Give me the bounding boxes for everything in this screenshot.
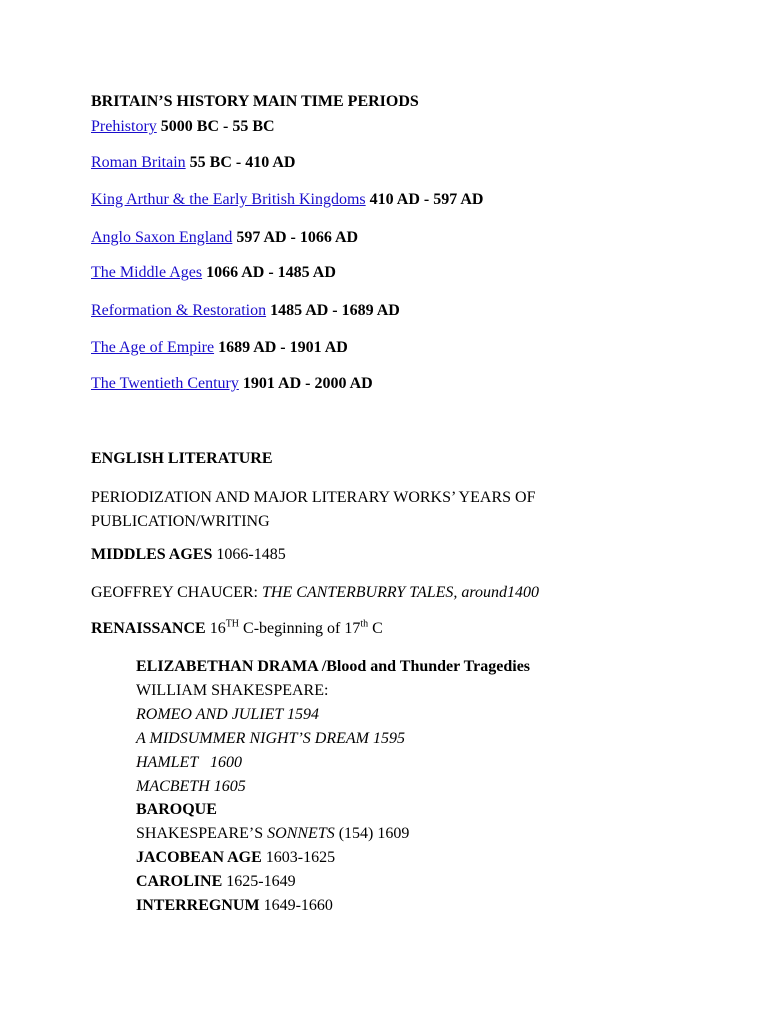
period-range: 410 AD - 597 AD bbox=[369, 191, 484, 208]
middle-ages-line bbox=[91, 546, 286, 564]
work-macbeth: MACBETH 1605 bbox=[136, 778, 246, 795]
middle-ages-label: MIDDLES AGES bbox=[91, 546, 213, 563]
middle-ages-years: 1066-1485 bbox=[216, 546, 286, 563]
period-range: 597 AD - 1066 AD bbox=[236, 229, 359, 246]
jacobean-label: JACOBEAN AGE bbox=[136, 849, 262, 866]
period-link-anglo-saxon[interactable]: Anglo Saxon England bbox=[91, 229, 233, 246]
period-row bbox=[91, 375, 373, 393]
chaucer-line bbox=[91, 584, 539, 602]
renaissance-part3: C bbox=[368, 620, 383, 637]
interregnum-label: INTERREGNUM bbox=[136, 897, 260, 914]
sonnets-suffix: (154) 1609 bbox=[334, 825, 410, 842]
period-link-king-arthur[interactable]: King Arthur & the Early British Kingdoms bbox=[91, 191, 366, 208]
renaissance-label: RENAISSANCE bbox=[91, 620, 206, 637]
period-range: 1066 AD - 1485 AD bbox=[206, 264, 336, 281]
sonnets-prefix: SHAKESPEARE’S bbox=[136, 825, 268, 842]
period-row bbox=[91, 302, 400, 320]
period-link-middle-ages[interactable]: The Middle Ages bbox=[91, 264, 203, 281]
jacobean-years: 1603-1625 bbox=[265, 849, 336, 866]
period-row bbox=[91, 191, 483, 209]
history-title: BRITAIN’S HISTORY MAIN TIME PERIODS bbox=[91, 93, 419, 110]
renaissance-part2: C-beginning of 17 bbox=[239, 620, 361, 637]
period-row bbox=[91, 118, 275, 136]
period-link-reformation[interactable]: Reformation & Restoration bbox=[91, 302, 267, 319]
interregnum-years: 1649-1660 bbox=[263, 897, 333, 914]
renaissance-sup1: TH bbox=[225, 618, 240, 630]
work-romeo-juliet: ROMEO AND JULIET 1594 bbox=[136, 706, 319, 723]
period-range: 1689 AD - 1901 AD bbox=[218, 339, 348, 356]
caroline-label: CAROLINE bbox=[136, 873, 223, 890]
period-link-twentieth-century[interactable]: The Twentieth Century bbox=[91, 375, 239, 392]
jacobean-line bbox=[136, 849, 335, 867]
period-row bbox=[91, 339, 348, 357]
baroque-heading: BAROQUE bbox=[136, 801, 217, 818]
period-range: 1901 AD - 2000 AD bbox=[242, 375, 373, 392]
elizabethan-drama-heading: ELIZABETHAN DRAMA /Blood and Thunder Tragedies bbox=[136, 658, 531, 675]
period-link-age-of-empire[interactable]: The Age of Empire bbox=[91, 339, 215, 356]
work-hamlet: HAMLET 1600 bbox=[136, 754, 242, 771]
period-range: 5000 BC - 55 BC bbox=[160, 118, 275, 135]
renaissance-part1: 16 bbox=[209, 620, 226, 637]
period-range: 1485 AD - 1689 AD bbox=[270, 302, 400, 319]
literature-heading: ENGLISH LITERATURE bbox=[91, 450, 273, 467]
chaucer-work: THE CANTERBURRY TALES, around1400 bbox=[261, 584, 540, 601]
periodization-text: PERIODIZATION AND MAJOR LITERARY WORKS’ YEARS OF PUBLICATION/WRITING bbox=[91, 489, 536, 530]
period-row bbox=[91, 229, 358, 247]
chaucer-author: GEOFFREY CHAUCER: bbox=[91, 584, 262, 601]
shakespeare-line: WILLIAM SHAKESPEARE: bbox=[136, 682, 329, 699]
period-row bbox=[91, 154, 295, 172]
interregnum-line bbox=[136, 897, 333, 915]
renaissance-sup2: th bbox=[360, 618, 369, 630]
period-row bbox=[91, 264, 336, 282]
renaissance-line bbox=[91, 620, 383, 638]
period-link-prehistory[interactable]: Prehistory bbox=[91, 118, 157, 135]
work-midsummer: A MIDSUMMER NIGHT’S DREAM 1595 bbox=[136, 730, 405, 747]
sonnets-line bbox=[136, 825, 409, 843]
period-link-roman-britain[interactable]: Roman Britain bbox=[91, 154, 186, 171]
caroline-years: 1625-1649 bbox=[226, 873, 296, 890]
sonnets-title: SONNETS bbox=[267, 825, 335, 842]
caroline-line bbox=[136, 873, 296, 891]
period-range: 55 BC - 410 AD bbox=[189, 154, 296, 171]
